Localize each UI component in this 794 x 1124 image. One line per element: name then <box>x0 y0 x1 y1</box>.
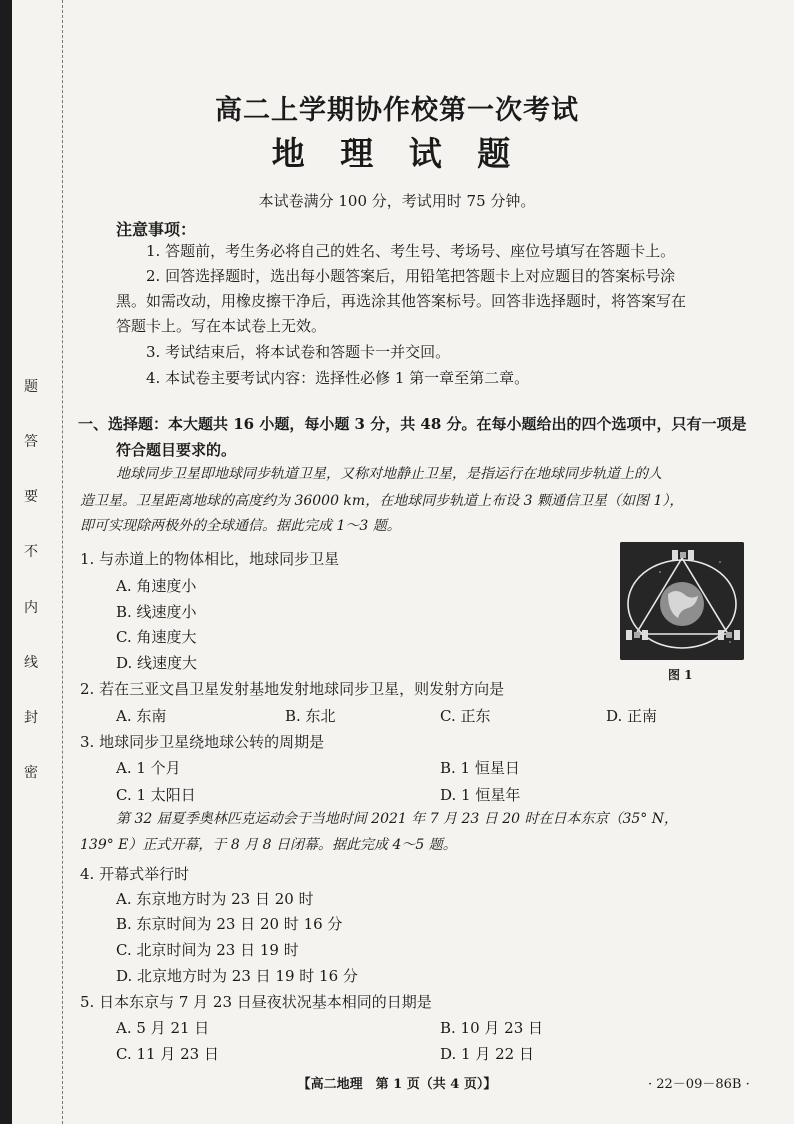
seal-char: 内 <box>24 599 38 616</box>
seal-line-text <box>18 380 44 780</box>
note-1: 1. 答题前，考生务必将自己的姓名、考生号、考场号、座位号填写在答题卡上。 <box>146 242 676 260</box>
section-heading-line2: 符合题目要求的。 <box>116 441 237 459</box>
q4-option-d: D. 北京地方时为 23 日 19 时 16 分 <box>116 967 358 985</box>
passage2-line1: 第 32 届夏季奥林匹克运动会于当地时间 2021 年 7 月 23 日 20 时在日本东京（35° N， <box>116 811 678 827</box>
note-2a: 2. 回答选择题时，选出每小题答案后，用铅笔把答题卡上对应题目的答案标号涂 <box>146 267 676 285</box>
q5-option-a: A. 5 月 21 日 <box>116 1019 210 1037</box>
page-footer: 【高二地理 第 1 页（共 4 页）】 <box>297 1077 497 1092</box>
q5-option-c: C. 11 月 23 日 <box>116 1045 219 1063</box>
q1-option-d: D. 线速度大 <box>116 654 198 672</box>
q2-option-b: B. 东北 <box>285 707 336 725</box>
note-4: 4. 本试卷主要考试内容：选择性必修 1 第一章至第二章。 <box>146 369 530 387</box>
seal-char: 答 <box>24 434 38 451</box>
figure1-caption: 图 1 <box>668 668 693 682</box>
exam-info: 本试卷满分 100 分，考试用时 75 分钟。 <box>258 192 536 210</box>
q3-option-b: B. 1 恒星日 <box>440 759 520 777</box>
note-3: 3. 考试结束后，将本试卷和答题卡一并交回。 <box>146 343 451 361</box>
q4-stem: 4. 开幕式举行时 <box>80 865 190 883</box>
note-2c: 答题卡上。写在本试卷上无效。 <box>116 317 327 335</box>
notes-heading: 注意事项： <box>116 220 197 239</box>
subject-title: 地 理 试 题 <box>271 134 523 173</box>
seal-char: 密 <box>24 764 38 781</box>
q1-option-c: C. 角速度大 <box>116 628 197 646</box>
satellite-orbit-illustration <box>620 542 744 660</box>
seal-char: 不 <box>24 544 38 561</box>
exam-title: 高二上学期协作校第一次考试 <box>215 95 579 126</box>
q1-option-b: B. 线速度小 <box>116 603 197 621</box>
paper-code: · 22－09－86B · <box>648 1077 750 1092</box>
q1-option-a: A. 角速度小 <box>116 577 197 595</box>
q2-option-a: A. 东南 <box>116 707 167 725</box>
seal-char: 封 <box>24 709 38 726</box>
q1-stem: 1. 与赤道上的物体相比，地球同步卫星 <box>80 550 340 568</box>
seal-char: 要 <box>24 489 38 506</box>
note-2b: 黑。如需改动，用橡皮擦干净后，再选涂其他答案标号。回答非选择题时，将答案写在 <box>116 292 687 310</box>
seal-char: 题 <box>24 379 38 395</box>
q3-option-d: D. 1 恒星年 <box>440 786 521 804</box>
q5-option-d: D. 1 月 22 日 <box>440 1045 534 1063</box>
passage2-line2: 139° E）正式开幕，于 8 月 8 日闭幕。据此完成 4～5 题。 <box>80 837 457 853</box>
passage1-line1: 地球同步卫星即地球同步轨道卫星，又称对地静止卫星，是指运行在地球同步轨道上的人 <box>116 466 662 482</box>
q5-stem: 5. 日本东京与 7 月 23 日昼夜状况基本相同的日期是 <box>80 993 432 1011</box>
q4-option-c: C. 北京时间为 23 日 19 时 <box>116 941 299 959</box>
passage1-line3: 即可实现除两极外的全球通信。据此完成 1～3 题。 <box>80 518 401 534</box>
q4-option-b: B. 东京时间为 23 日 20 时 16 分 <box>116 915 343 933</box>
section-heading-line1: 一、选择题：本大题共 16 小题，每小题 3 分，共 48 分。在每小题给出的四个选项中，只有一项是 <box>78 415 747 433</box>
q3-option-a: A. 1 个月 <box>116 759 181 777</box>
q2-stem: 2. 若在三亚文昌卫星发射基地发射地球同步卫星，则发射方向是 <box>80 680 505 698</box>
q5-option-b: B. 10 月 23 日 <box>440 1019 544 1037</box>
figure1-satellite-image <box>620 542 744 660</box>
q3-stem: 3. 地球同步卫星绕地球公转的周期是 <box>80 733 325 751</box>
q3-option-c: C. 1 太阳日 <box>116 786 196 804</box>
q2-option-c: C. 正东 <box>440 707 491 725</box>
q2-option-d: D. 正南 <box>606 707 658 725</box>
seal-char: 线 <box>24 654 38 671</box>
q4-option-a: A. 东京地方时为 23 日 20 时 <box>116 890 314 908</box>
passage1-line2: 造卫星。卫星距离地球的高度约为 36000 km，在地球同步轨道上布设 3 颗通信卫星（如图 1）， <box>80 493 684 509</box>
